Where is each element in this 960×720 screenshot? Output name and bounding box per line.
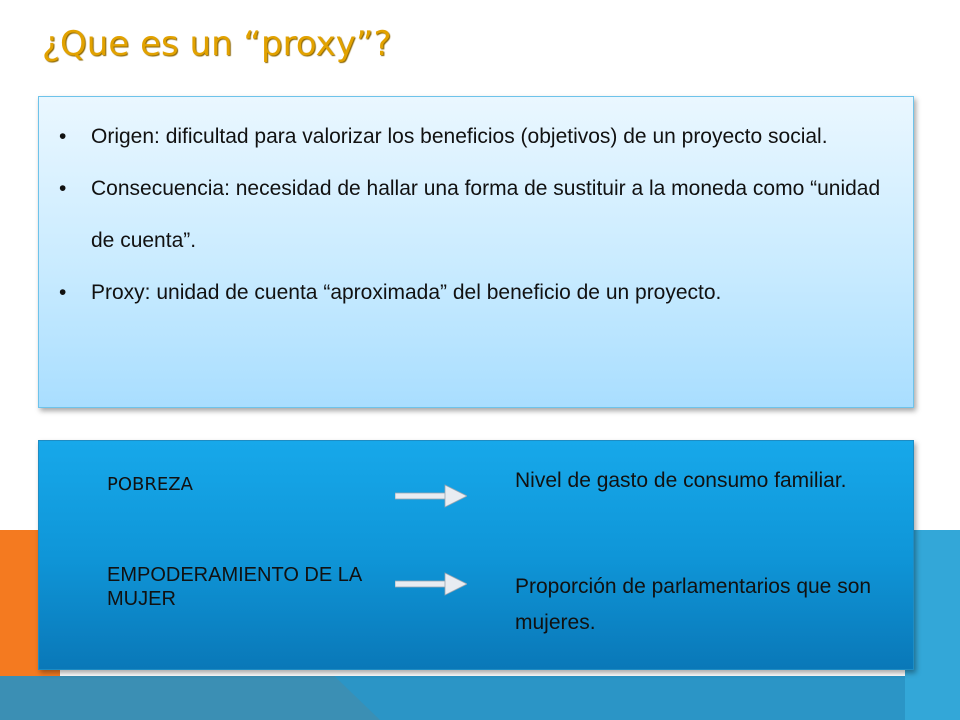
concept-pobreza: POBREZA [107,474,193,495]
proxy-empoderamiento: Proporción de parlamentarios que son mujeres. [515,575,872,634]
definition-item-proxy [39,267,913,319]
arrow-right-icon [395,483,467,509]
slide-title: ¿Que es un “proxy”? [42,24,392,64]
definition-item-text: Proxy: unidad de cuenta “aproximada” del beneficio de un proyecto. [91,281,722,304]
arrow-right-icon [395,571,467,597]
bullet-icon: • [59,125,67,148]
bullet-icon: • [59,177,67,200]
bullet-icon: • [59,281,67,304]
decor-teal-shape [0,676,380,720]
definition-item-text: Consecuencia: necesidad de hallar una forma de sustituir a la moneda como “unidad de cuenta”. [91,177,881,252]
definition-item-text: Origen: dificultad para valorizar los beneficios (objetivos) de un proyecto social. [91,125,828,148]
examples-box [38,440,914,670]
definition-list [39,97,913,319]
definition-item-consecuencia [39,163,913,267]
proxy-pobreza: Nivel de gasto de consumo familiar. [515,469,847,492]
concept-empoderamiento: EMPODERAMIENTO DE LA MUJER [107,564,362,610]
definition-box [38,96,914,408]
definition-item-origen [39,111,913,163]
